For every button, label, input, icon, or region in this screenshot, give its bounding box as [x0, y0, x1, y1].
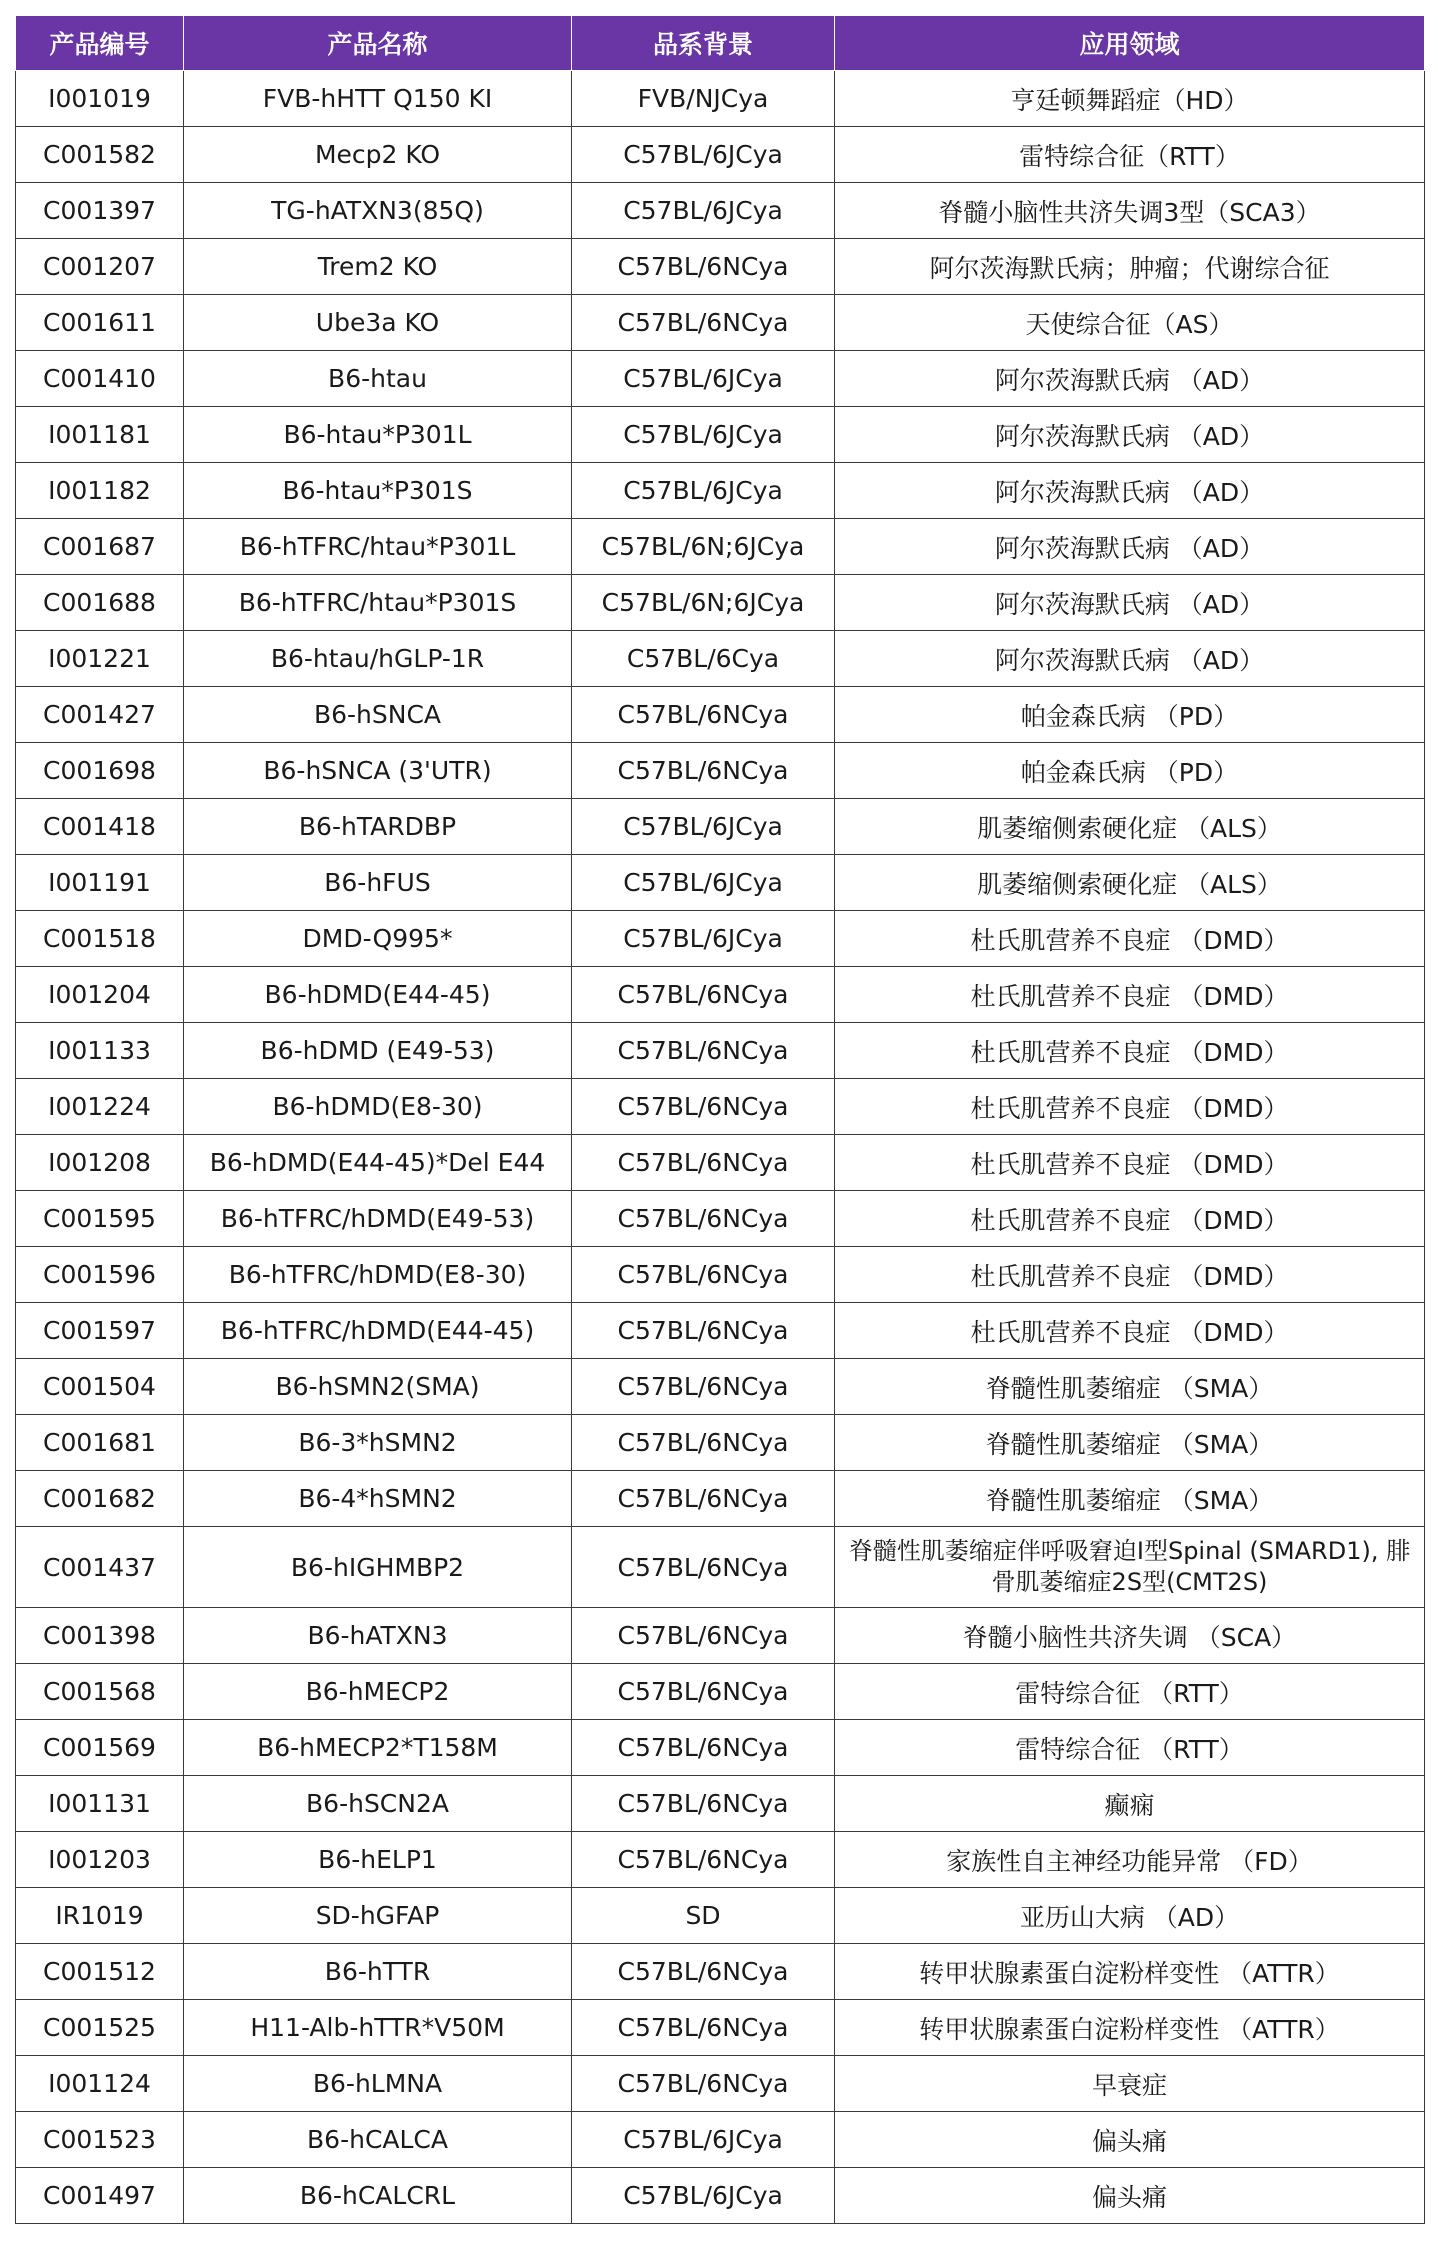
- cell-strain-background: C57BL/6JCya: [572, 2168, 835, 2224]
- cell-product-code: C001596: [16, 1247, 184, 1303]
- cell-product-code: I001203: [16, 1832, 184, 1888]
- table-row: [16, 1608, 1425, 1664]
- cell-application-area: 杜氏肌营养不良症 （DMD）: [835, 967, 1425, 1023]
- table-row: [16, 1664, 1425, 1720]
- cell-strain-background: FVB/NJCya: [572, 71, 835, 127]
- cell-application-area: 转甲状腺素蛋白淀粉样变性 （ATTR）: [835, 1944, 1425, 2000]
- cell-product-name: H11-Alb-hTTR*V50M: [184, 2000, 572, 2056]
- cell-product-code: C001681: [16, 1415, 184, 1471]
- cell-application-area: 阿尔茨海默氏病 （AD）: [835, 575, 1425, 631]
- cell-product-code: C001427: [16, 687, 184, 743]
- cell-strain-background: C57BL/6N;6JCya: [572, 519, 835, 575]
- cell-strain-background: C57BL/6NCya: [572, 1079, 835, 1135]
- table-row: [16, 575, 1425, 631]
- cell-product-code: C001688: [16, 575, 184, 631]
- table-row: [16, 1359, 1425, 1415]
- cell-product-name: Ube3a KO: [184, 295, 572, 351]
- cell-strain-background: C57BL/6JCya: [572, 855, 835, 911]
- table-row: [16, 1776, 1425, 1832]
- cell-application-area: 脊髓小脑性共济失调3型（SCA3）: [835, 183, 1425, 239]
- cell-strain-background: SD: [572, 1888, 835, 1944]
- cell-product-code: I001208: [16, 1135, 184, 1191]
- cell-application-area: 癫痫: [835, 1776, 1425, 1832]
- cell-product-name: B6-hTTR: [184, 1944, 572, 2000]
- cell-product-name: Mecp2 KO: [184, 127, 572, 183]
- cell-strain-background: C57BL/6NCya: [572, 1303, 835, 1359]
- cell-application-area: 杜氏肌营养不良症 （DMD）: [835, 911, 1425, 967]
- table-header: [16, 16, 1425, 71]
- cell-strain-background: C57BL/6JCya: [572, 351, 835, 407]
- cell-product-name: B6-hCALCRL: [184, 2168, 572, 2224]
- table-row: [16, 2168, 1425, 2224]
- cell-strain-background: C57BL/6NCya: [572, 2056, 835, 2112]
- cell-application-area: 肌萎缩侧索硬化症 （ALS）: [835, 799, 1425, 855]
- cell-product-code: C001512: [16, 1944, 184, 2000]
- table-row: [16, 127, 1425, 183]
- table-row: [16, 463, 1425, 519]
- table-row: [16, 1471, 1425, 1527]
- cell-application-area: 脊髓性肌萎缩症 （SMA）: [835, 1471, 1425, 1527]
- table-row: [16, 855, 1425, 911]
- cell-product-code: I001124: [16, 2056, 184, 2112]
- cell-product-name: B6-hMECP2: [184, 1664, 572, 1720]
- cell-product-code: C001518: [16, 911, 184, 967]
- header-product-name: 产品名称: [184, 16, 572, 71]
- table-row: [16, 407, 1425, 463]
- cell-application-area: 阿尔茨海默氏病 （AD）: [835, 407, 1425, 463]
- table-row: [16, 1527, 1425, 1608]
- table-row: [16, 1720, 1425, 1776]
- table-row: [16, 351, 1425, 407]
- table-body: [16, 71, 1425, 2224]
- table-row: [16, 1832, 1425, 1888]
- cell-application-area: 脊髓性肌萎缩症伴呼吸窘迫I型Spinal (SMARD1), 腓骨肌萎缩症2S型(CMT2S): [835, 1527, 1425, 1608]
- cell-strain-background: C57BL/6NCya: [572, 1832, 835, 1888]
- cell-product-code: C001687: [16, 519, 184, 575]
- cell-product-name: B6-hCALCA: [184, 2112, 572, 2168]
- table-row: [16, 743, 1425, 799]
- table-row: [16, 911, 1425, 967]
- cell-product-name: B6-htau*P301L: [184, 407, 572, 463]
- cell-application-area: 脊髓性肌萎缩症 （SMA）: [835, 1415, 1425, 1471]
- cell-strain-background: C57BL/6JCya: [572, 127, 835, 183]
- cell-product-code: C001525: [16, 2000, 184, 2056]
- table-row: [16, 799, 1425, 855]
- product-table: [15, 15, 1425, 2224]
- cell-application-area: 偏头痛: [835, 2168, 1425, 2224]
- cell-application-area: 杜氏肌营养不良症 （DMD）: [835, 1191, 1425, 1247]
- cell-product-code: C001398: [16, 1608, 184, 1664]
- cell-product-name: B6-hLMNA: [184, 2056, 572, 2112]
- cell-product-code: I001191: [16, 855, 184, 911]
- cell-strain-background: C57BL/6NCya: [572, 1776, 835, 1832]
- cell-application-area: 偏头痛: [835, 2112, 1425, 2168]
- cell-application-area: 杜氏肌营养不良症 （DMD）: [835, 1079, 1425, 1135]
- cell-product-code: C001207: [16, 239, 184, 295]
- cell-product-name: TG-hATXN3(85Q): [184, 183, 572, 239]
- cell-product-code: C001437: [16, 1527, 184, 1608]
- cell-application-area: 阿尔茨海默氏病；肿瘤；代谢综合征: [835, 239, 1425, 295]
- cell-product-code: C001523: [16, 2112, 184, 2168]
- cell-product-code: C001698: [16, 743, 184, 799]
- cell-product-name: SD-hGFAP: [184, 1888, 572, 1944]
- cell-strain-background: C57BL/6NCya: [572, 1191, 835, 1247]
- cell-product-name: B6-hDMD (E49-53): [184, 1023, 572, 1079]
- cell-product-name: B6-hSNCA: [184, 687, 572, 743]
- cell-product-code: C001611: [16, 295, 184, 351]
- cell-product-name: B6-hTFRC/hDMD(E8-30): [184, 1247, 572, 1303]
- cell-product-code: I001131: [16, 1776, 184, 1832]
- cell-product-name: B6-hTARDBP: [184, 799, 572, 855]
- cell-product-name: DMD-Q995*: [184, 911, 572, 967]
- table-row: [16, 2000, 1425, 2056]
- cell-strain-background: C57BL/6NCya: [572, 1664, 835, 1720]
- cell-strain-background: C57BL/6JCya: [572, 911, 835, 967]
- cell-application-area: 雷特综合征 （RTT）: [835, 1720, 1425, 1776]
- cell-strain-background: C57BL/6NCya: [572, 1527, 835, 1608]
- cell-product-name: B6-hDMD(E44-45)*Del E44: [184, 1135, 572, 1191]
- cell-application-area: 帕金森氏病 （PD）: [835, 743, 1425, 799]
- table-row: [16, 519, 1425, 575]
- cell-product-code: I001182: [16, 463, 184, 519]
- cell-product-code: I001224: [16, 1079, 184, 1135]
- cell-product-name: B6-hTFRC/hDMD(E49-53): [184, 1191, 572, 1247]
- table-row: [16, 967, 1425, 1023]
- table-row: [16, 1023, 1425, 1079]
- cell-strain-background: C57BL/6JCya: [572, 407, 835, 463]
- cell-product-code: I001019: [16, 71, 184, 127]
- table-row: [16, 1888, 1425, 1944]
- cell-application-area: 脊髓性肌萎缩症 （SMA）: [835, 1359, 1425, 1415]
- cell-product-name: B6-hMECP2*T158M: [184, 1720, 572, 1776]
- cell-product-name: B6-hTFRC/htau*P301L: [184, 519, 572, 575]
- cell-application-area: 帕金森氏病 （PD）: [835, 687, 1425, 743]
- cell-product-code: C001504: [16, 1359, 184, 1415]
- table-row: [16, 183, 1425, 239]
- cell-strain-background: C57BL/6Cya: [572, 631, 835, 687]
- table-row: [16, 2112, 1425, 2168]
- cell-application-area: 杜氏肌营养不良症 （DMD）: [835, 1303, 1425, 1359]
- cell-strain-background: C57BL/6NCya: [572, 2000, 835, 2056]
- cell-strain-background: C57BL/6NCya: [572, 1471, 835, 1527]
- cell-product-name: B6-hDMD(E44-45): [184, 967, 572, 1023]
- cell-application-area: 转甲状腺素蛋白淀粉样变性 （ATTR）: [835, 2000, 1425, 2056]
- cell-strain-background: C57BL/6N;6JCya: [572, 575, 835, 631]
- cell-product-code: I001133: [16, 1023, 184, 1079]
- header-row: [16, 16, 1425, 71]
- cell-application-area: 雷特综合征 （RTT）: [835, 1664, 1425, 1720]
- cell-strain-background: C57BL/6NCya: [572, 1359, 835, 1415]
- cell-strain-background: C57BL/6NCya: [572, 743, 835, 799]
- cell-product-name: FVB-hHTT Q150 KI: [184, 71, 572, 127]
- cell-product-code: C001682: [16, 1471, 184, 1527]
- cell-strain-background: C57BL/6NCya: [572, 1135, 835, 1191]
- cell-strain-background: C57BL/6NCya: [572, 1023, 835, 1079]
- cell-product-name: B6-htau/hGLP-1R: [184, 631, 572, 687]
- cell-application-area: 亨廷顿舞蹈症（HD）: [835, 71, 1425, 127]
- cell-application-area: 阿尔茨海默氏病 （AD）: [835, 631, 1425, 687]
- cell-strain-background: C57BL/6JCya: [572, 463, 835, 519]
- cell-product-name: B6-hTFRC/hDMD(E44-45): [184, 1303, 572, 1359]
- table-row: [16, 1944, 1425, 2000]
- table-row: [16, 1191, 1425, 1247]
- cell-product-name: B6-htau*P301S: [184, 463, 572, 519]
- cell-product-name: B6-4*hSMN2: [184, 1471, 572, 1527]
- cell-product-code: C001569: [16, 1720, 184, 1776]
- cell-product-name: B6-hSNCA (3'UTR): [184, 743, 572, 799]
- cell-product-name: B6-hIGHMBP2: [184, 1527, 572, 1608]
- cell-product-code: C001497: [16, 2168, 184, 2224]
- product-table-container: [15, 15, 1425, 2224]
- cell-strain-background: C57BL/6NCya: [572, 687, 835, 743]
- header-application-area: 应用领域: [835, 16, 1425, 71]
- cell-product-name: B6-hDMD(E8-30): [184, 1079, 572, 1135]
- cell-strain-background: C57BL/6NCya: [572, 1720, 835, 1776]
- cell-application-area: 家族性自主神经功能异常 （FD）: [835, 1832, 1425, 1888]
- cell-application-area: 雷特综合征（RTT）: [835, 127, 1425, 183]
- cell-product-name: B6-hSMN2(SMA): [184, 1359, 572, 1415]
- cell-application-area: 肌萎缩侧索硬化症 （ALS）: [835, 855, 1425, 911]
- header-product-code: 产品编号: [16, 16, 184, 71]
- cell-product-code: I001181: [16, 407, 184, 463]
- table-row: [16, 1303, 1425, 1359]
- cell-product-code: C001410: [16, 351, 184, 407]
- cell-application-area: 杜氏肌营养不良症 （DMD）: [835, 1247, 1425, 1303]
- table-row: [16, 1135, 1425, 1191]
- header-strain-background: 品系背景: [572, 16, 835, 71]
- cell-application-area: 阿尔茨海默氏病 （AD）: [835, 463, 1425, 519]
- cell-strain-background: C57BL/6NCya: [572, 1415, 835, 1471]
- cell-product-code: I001221: [16, 631, 184, 687]
- cell-application-area: 杜氏肌营养不良症 （DMD）: [835, 1135, 1425, 1191]
- cell-application-area: 天使综合征（AS）: [835, 295, 1425, 351]
- cell-application-area: 早衰症: [835, 2056, 1425, 2112]
- cell-strain-background: C57BL/6JCya: [572, 799, 835, 855]
- cell-application-area: 阿尔茨海默氏病 （AD）: [835, 519, 1425, 575]
- cell-product-code: I001204: [16, 967, 184, 1023]
- cell-product-code: C001418: [16, 799, 184, 855]
- cell-strain-background: C57BL/6JCya: [572, 2112, 835, 2168]
- cell-application-area: 杜氏肌营养不良症 （DMD）: [835, 1023, 1425, 1079]
- cell-product-code: C001568: [16, 1664, 184, 1720]
- cell-product-code: IR1019: [16, 1888, 184, 1944]
- cell-strain-background: C57BL/6NCya: [572, 1944, 835, 2000]
- table-row: [16, 1247, 1425, 1303]
- table-row: [16, 687, 1425, 743]
- cell-product-code: C001582: [16, 127, 184, 183]
- cell-strain-background: C57BL/6NCya: [572, 1608, 835, 1664]
- table-row: [16, 239, 1425, 295]
- cell-product-name: Trem2 KO: [184, 239, 572, 295]
- cell-strain-background: C57BL/6JCya: [572, 183, 835, 239]
- cell-product-code: C001595: [16, 1191, 184, 1247]
- table-row: [16, 71, 1425, 127]
- cell-product-name: B6-hATXN3: [184, 1608, 572, 1664]
- cell-strain-background: C57BL/6NCya: [572, 1247, 835, 1303]
- cell-application-area: 亚历山大病 （AD）: [835, 1888, 1425, 1944]
- table-row: [16, 295, 1425, 351]
- cell-product-code: C001397: [16, 183, 184, 239]
- cell-product-name: B6-hTFRC/htau*P301S: [184, 575, 572, 631]
- table-row: [16, 2056, 1425, 2112]
- table-row: [16, 631, 1425, 687]
- cell-application-area: 脊髓小脑性共济失调 （SCA）: [835, 1608, 1425, 1664]
- cell-product-name: B6-hSCN2A: [184, 1776, 572, 1832]
- cell-product-name: B6-3*hSMN2: [184, 1415, 572, 1471]
- cell-product-name: B6-htau: [184, 351, 572, 407]
- cell-strain-background: C57BL/6NCya: [572, 967, 835, 1023]
- cell-product-name: B6-hELP1: [184, 1832, 572, 1888]
- cell-product-name: B6-hFUS: [184, 855, 572, 911]
- table-row: [16, 1079, 1425, 1135]
- cell-product-code: C001597: [16, 1303, 184, 1359]
- table-row: [16, 1415, 1425, 1471]
- cell-strain-background: C57BL/6NCya: [572, 295, 835, 351]
- cell-strain-background: C57BL/6NCya: [572, 239, 835, 295]
- cell-application-area: 阿尔茨海默氏病 （AD）: [835, 351, 1425, 407]
